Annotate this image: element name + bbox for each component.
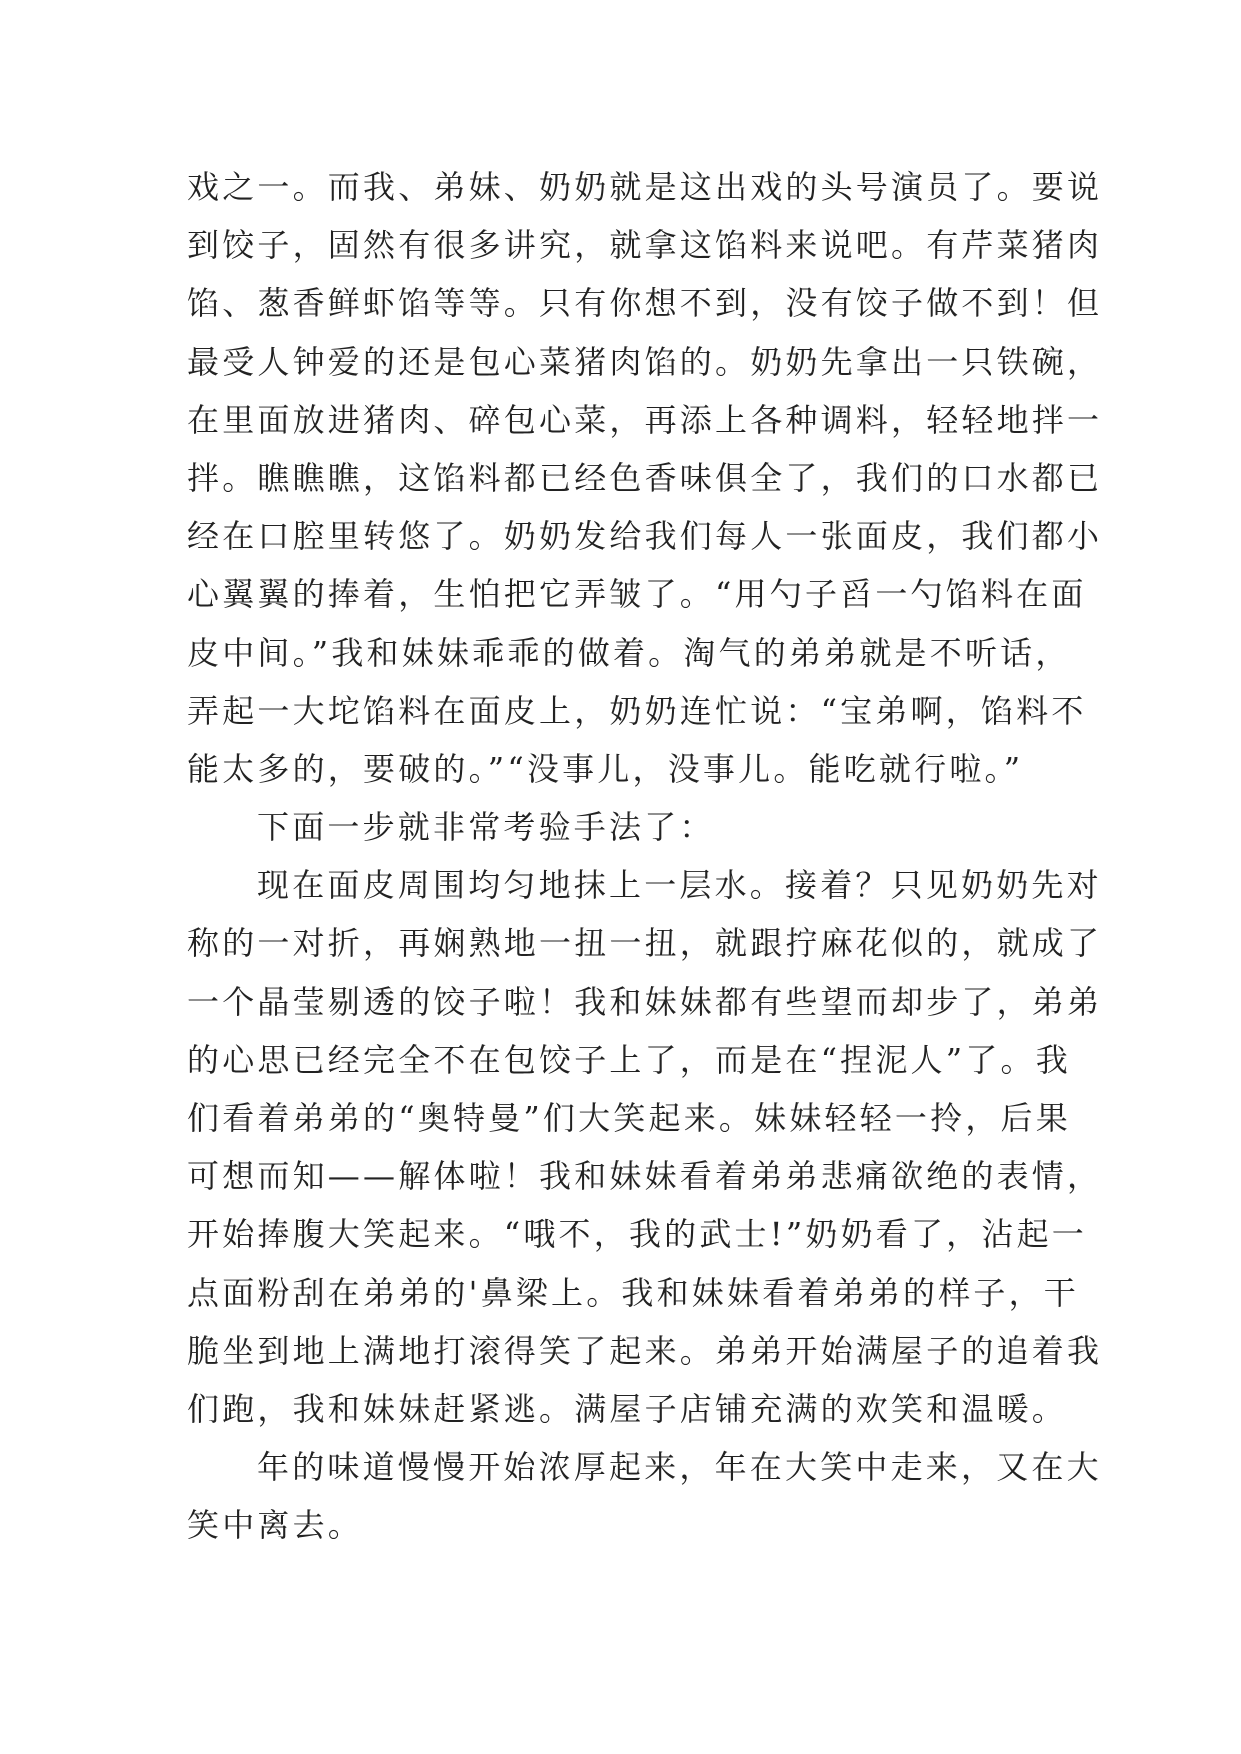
text-line: 最受人钟爱的还是包心菜猪肉馅的。奶奶先拿出一只铁碗，	[187, 342, 1103, 381]
text-line: 能太多的，要破的。”“没事儿，没事儿。能吃就行啦。”	[187, 749, 1024, 788]
text-line: 们跑，我和妹妹赶紧逃。满屋子店铺充满的欢笑和温暖。	[187, 1389, 1068, 1428]
text-line: 点面粉刮在弟弟的'鼻梁上。我和妹妹看着弟弟的样子，干	[187, 1273, 1079, 1312]
text-line: 的心思已经完全不在包饺子上了，而是在“捏泥人”了。我	[187, 1040, 1071, 1079]
text-line: 心翼翼的捧着，生怕把它弄皱了。“用勺子舀一勺馅料在面	[187, 575, 1087, 614]
text-line: 戏之一。而我、弟妹、奶奶就是这出戏的头号演员了。要说	[187, 168, 1103, 206]
text-line: 经在口腔里转悠了。奶奶发给我们每人一张面皮，我们都小	[187, 517, 1103, 556]
body-text	[187, 158, 1103, 1555]
text-line: 馅、葱香鲜虾馅等等。只有你想不到，没有饺子做不到！但	[187, 284, 1103, 323]
text-line: 称的一对折，再娴熟地一扭一扭，就跟拧麻花似的，就成了	[187, 924, 1103, 963]
text-line: 下面一步就非常考验手法了：	[257, 808, 715, 847]
text-line: 可想而知——解体啦！我和妹妹看着弟弟悲痛欲绝的表情，	[187, 1157, 1103, 1196]
text-line: 开始捧腹大笑起来。“哦不，我的武士!”奶奶看了，沾起一	[187, 1215, 1087, 1254]
text-line: 在里面放进猪肉、碎包心菜，再添上各种调料，轻轻地拌一	[187, 400, 1103, 439]
text-line: 现在面皮周围均匀地抹上一层水。接着？只见奶奶先对	[257, 866, 1102, 905]
text-line: 弄起一大坨馅料在面皮上，奶奶连忙说：“宝弟啊，馅料不	[187, 691, 1087, 730]
text-line: 笑中离去。	[187, 1506, 364, 1545]
text-line: 拌。瞧瞧瞧，这馅料都已经色香味俱全了，我们的口水都已	[187, 458, 1103, 497]
text-line: 们看着弟弟的“奥特曼”们大笑起来。妹妹轻轻一拎，后果	[187, 1099, 1071, 1137]
text-line: 一个晶莹剔透的饺子啦！我和妹妹都有些望而却步了，弟弟	[187, 982, 1103, 1021]
text-line: 脆坐到地上满地打滚得笑了起来。弟弟开始满屋子的追着我	[187, 1331, 1103, 1370]
text-line: 年的味道慢慢开始浓厚起来，年在大笑中走来，又在大	[257, 1448, 1102, 1487]
text-line: 皮中间。”我和妹妹乖乖的做着。淘气的弟弟就是不听话，	[187, 633, 1071, 672]
text-line: 到饺子，固然有很多讲究，就拿这馅料来说吧。有芹菜猪肉	[187, 226, 1103, 265]
